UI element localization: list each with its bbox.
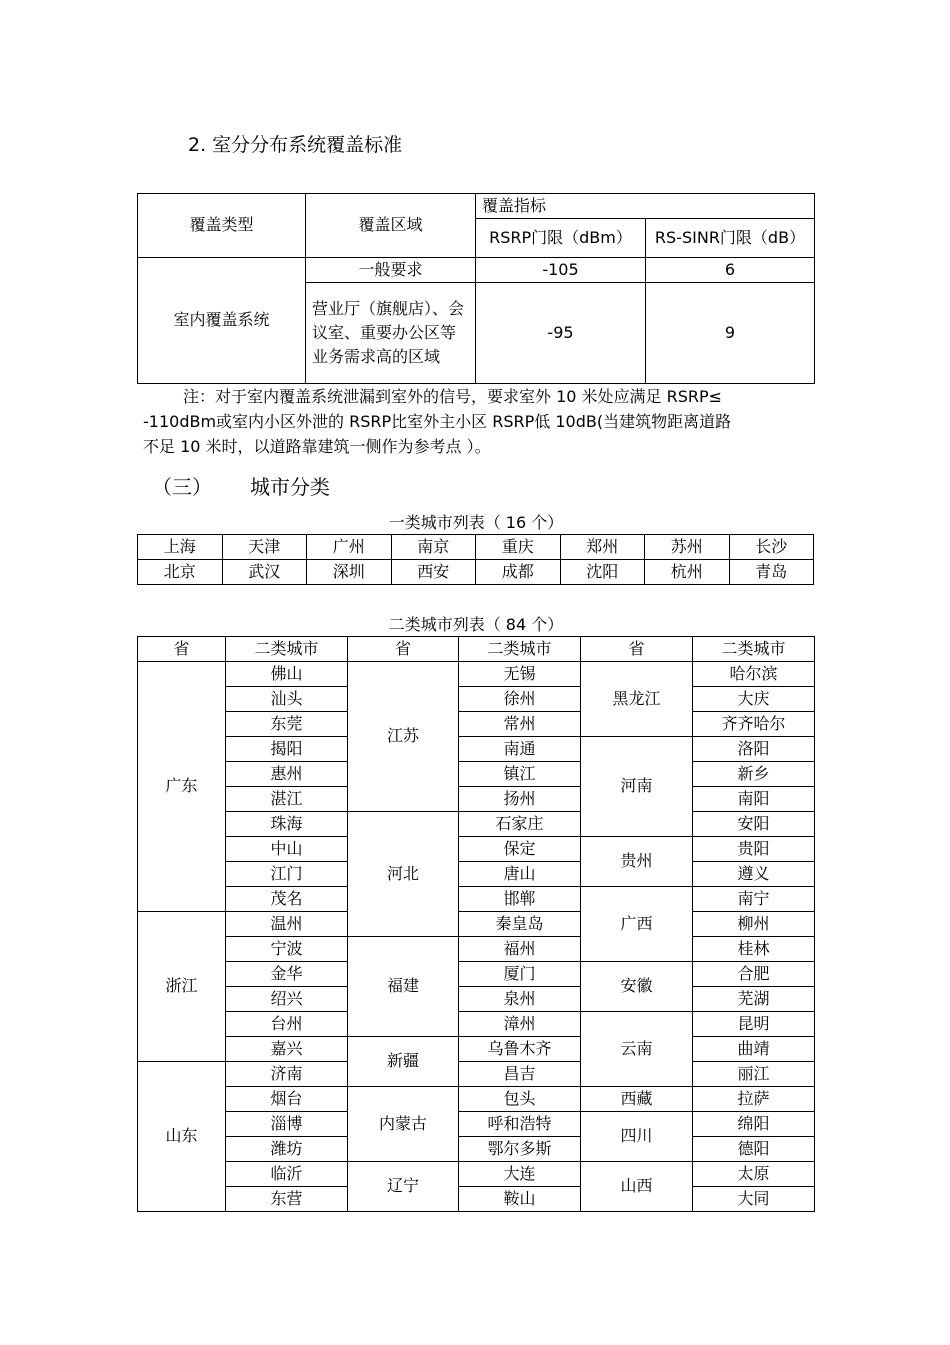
- city-cell: 北京: [138, 560, 223, 585]
- table-row: [138, 962, 815, 987]
- city-cell: 南宁: [693, 887, 815, 912]
- note-line: -110dBm或室内小区外泄的 RSRP比室外主小区 RSRP低 10dB(当建筑物距离道路: [143, 412, 732, 431]
- city-cell: 芜湖: [693, 987, 815, 1012]
- province-cell: 浙江: [138, 912, 226, 1062]
- city-cell: 秦皇岛: [459, 912, 581, 937]
- province-cell: 贵州: [581, 837, 693, 887]
- table-row: [138, 812, 815, 837]
- city-cell: 东营: [226, 1187, 348, 1212]
- city-cell: 安阳: [693, 812, 815, 837]
- city-cell: 中山: [226, 837, 348, 862]
- table-row: [138, 712, 815, 737]
- province-cell: 山西: [581, 1162, 693, 1212]
- city-cell: 鄂尔多斯: [459, 1137, 581, 1162]
- city-cell: 大同: [693, 1187, 815, 1212]
- table-row: [138, 1012, 815, 1037]
- table-row: [138, 535, 814, 560]
- province-cell: 黑龙江: [581, 662, 693, 737]
- table-row: [138, 737, 815, 762]
- city-cell: 呼和浩特: [459, 1112, 581, 1137]
- table-row: [138, 787, 815, 812]
- note-line: 不足 10 米时，以道路靠建筑一侧作为参考点 ）。: [143, 437, 491, 456]
- city-cell: 新乡: [693, 762, 815, 787]
- city-cell: 常州: [459, 712, 581, 737]
- city-cell: 南通: [459, 737, 581, 762]
- province-cell: 福建: [348, 937, 459, 1037]
- city-cell: 南阳: [693, 787, 815, 812]
- column-header: 二类城市: [693, 637, 815, 662]
- city-cell: 桂林: [693, 937, 815, 962]
- city-cell: 成都: [476, 560, 561, 585]
- table-row: [138, 1187, 815, 1212]
- city-cell: 洛阳: [693, 737, 815, 762]
- province-cell: 河北: [348, 812, 459, 937]
- city-cell: 德阳: [693, 1137, 815, 1162]
- city-cell: 临沂: [226, 1162, 348, 1187]
- city-cell: 东莞: [226, 712, 348, 737]
- city-cell: 哈尔滨: [693, 662, 815, 687]
- city-cell: 济南: [226, 1062, 348, 1087]
- city-cell: 镇江: [459, 762, 581, 787]
- city-cell: 上海: [138, 535, 223, 560]
- city-cell: 大庆: [693, 687, 815, 712]
- province-cell: 山东: [138, 1062, 226, 1212]
- city-cell: 昌吉: [459, 1062, 581, 1087]
- city-cell: 杭州: [645, 560, 730, 585]
- tier2-table: [137, 636, 815, 1212]
- city-cell: 贵阳: [693, 837, 815, 862]
- city-cell: 台州: [226, 1012, 348, 1037]
- city-cell: 昆明: [693, 1012, 815, 1037]
- tier2-caption: 二类城市列表（ 84 个）: [388, 615, 564, 634]
- city-cell: 淄博: [226, 1112, 348, 1137]
- section-title: [152, 471, 330, 500]
- city-cell: 湛江: [226, 787, 348, 812]
- col-metric-header: 覆盖指标: [476, 194, 815, 219]
- city-cell: 青岛: [729, 560, 814, 585]
- province-cell: 辽宁: [348, 1162, 459, 1212]
- city-cell: 武汉: [222, 560, 307, 585]
- province-cell: 江苏: [348, 662, 459, 812]
- city-cell: 泉州: [459, 987, 581, 1012]
- coverage-note: [143, 384, 823, 459]
- city-cell: 丽江: [693, 1062, 815, 1087]
- city-cell: 广州: [307, 535, 392, 560]
- table-row: [138, 912, 815, 937]
- city-cell: 石家庄: [459, 812, 581, 837]
- coverage-table: [137, 193, 815, 384]
- area-cell: 一般要求: [306, 258, 476, 283]
- city-cell: 宁波: [226, 937, 348, 962]
- city-cell: 包头: [459, 1087, 581, 1112]
- rsrp-cell: -105: [476, 258, 646, 283]
- system-cell: 室内覆盖系统: [138, 258, 306, 384]
- section-number: （三）: [152, 475, 212, 499]
- province-cell: 广西: [581, 887, 693, 962]
- column-header: 二类城市: [459, 637, 581, 662]
- table-row: [138, 1087, 815, 1112]
- city-cell: 唐山: [459, 862, 581, 887]
- province-cell: 内蒙古: [348, 1087, 459, 1162]
- tier1-caption: 一类城市列表（ 16 个）: [388, 513, 564, 532]
- city-cell: 保定: [459, 837, 581, 862]
- table-row: [138, 687, 815, 712]
- province-cell: 新疆: [348, 1037, 459, 1087]
- city-cell: 太原: [693, 1162, 815, 1187]
- city-cell: 重庆: [476, 535, 561, 560]
- city-cell: 拉萨: [693, 1087, 815, 1112]
- city-cell: 揭阳: [226, 737, 348, 762]
- province-cell: 西藏: [581, 1087, 693, 1112]
- sinr-cell: 6: [646, 258, 815, 283]
- city-cell: 厦门: [459, 962, 581, 987]
- table-row: [138, 1112, 815, 1137]
- city-cell: 绵阳: [693, 1112, 815, 1137]
- city-cell: 乌鲁木齐: [459, 1037, 581, 1062]
- city-cell: 江门: [226, 862, 348, 887]
- city-cell: 齐齐哈尔: [693, 712, 815, 737]
- city-cell: 深圳: [307, 560, 392, 585]
- area-cell: 营业厅（旗舰店）、会议室、重要办公区等业务需求高的区域: [306, 283, 476, 384]
- column-header: 省: [348, 637, 459, 662]
- tier1-table: [137, 534, 814, 585]
- city-cell: 大连: [459, 1162, 581, 1187]
- table-row: [138, 837, 815, 862]
- table-row: [138, 762, 815, 787]
- province-cell: 广东: [138, 662, 226, 912]
- city-cell: 汕头: [226, 687, 348, 712]
- table-row: [138, 1062, 815, 1087]
- city-cell: 南京: [391, 535, 476, 560]
- city-cell: 无锡: [459, 662, 581, 687]
- table-row: [138, 987, 815, 1012]
- city-cell: 沈阳: [560, 560, 645, 585]
- city-cell: 邯郸: [459, 887, 581, 912]
- rsrp-cell: -95: [476, 283, 646, 384]
- city-cell: 绍兴: [226, 987, 348, 1012]
- table-row: [138, 560, 814, 585]
- city-cell: 福州: [459, 937, 581, 962]
- table-row: [138, 937, 815, 962]
- table-row: [138, 862, 815, 887]
- city-cell: 徐州: [459, 687, 581, 712]
- province-cell: 河南: [581, 737, 693, 837]
- column-header: 省: [138, 637, 226, 662]
- city-cell: 柳州: [693, 912, 815, 937]
- province-cell: 安徽: [581, 962, 693, 1012]
- col-type-header: 覆盖类型: [138, 194, 306, 258]
- city-cell: 茂名: [226, 887, 348, 912]
- table-row: [138, 662, 815, 687]
- section-heading: 2. 室分分布系统覆盖标准: [188, 134, 403, 156]
- city-cell: 温州: [226, 912, 348, 937]
- city-cell: 长沙: [729, 535, 814, 560]
- city-cell: 遵义: [693, 862, 815, 887]
- city-cell: 嘉兴: [226, 1037, 348, 1062]
- province-cell: 四川: [581, 1112, 693, 1162]
- city-cell: 烟台: [226, 1087, 348, 1112]
- city-cell: 西安: [391, 560, 476, 585]
- table-row: [138, 887, 815, 912]
- table-row: [138, 1137, 815, 1162]
- col-area-header: 覆盖区域: [306, 194, 476, 258]
- city-cell: 苏州: [645, 535, 730, 560]
- city-cell: 漳州: [459, 1012, 581, 1037]
- column-header: 二类城市: [226, 637, 348, 662]
- col-rsrp-header: RSRP门限（dBm）: [476, 219, 646, 258]
- city-cell: 扬州: [459, 787, 581, 812]
- city-cell: 金华: [226, 962, 348, 987]
- city-cell: 曲靖: [693, 1037, 815, 1062]
- section-title-text: 城市分类: [250, 475, 330, 499]
- city-cell: 珠海: [226, 812, 348, 837]
- note-line: 注：对于室内覆盖系统泄漏到室外的信号，要求室外 10 米处应满足 RSRP≤: [183, 387, 723, 406]
- column-header: 省: [581, 637, 693, 662]
- sinr-cell: 9: [646, 283, 815, 384]
- city-cell: 鞍山: [459, 1187, 581, 1212]
- header-row: [138, 637, 815, 662]
- table-row: [138, 1037, 815, 1062]
- city-cell: 郑州: [560, 535, 645, 560]
- city-cell: 佛山: [226, 662, 348, 687]
- province-cell: 云南: [581, 1012, 693, 1087]
- col-sinr-header: RS-SINR门限（dB）: [646, 219, 815, 258]
- city-cell: 合肥: [693, 962, 815, 987]
- city-cell: 潍坊: [226, 1137, 348, 1162]
- table-row: [138, 1162, 815, 1187]
- city-cell: 天津: [222, 535, 307, 560]
- city-cell: 惠州: [226, 762, 348, 787]
